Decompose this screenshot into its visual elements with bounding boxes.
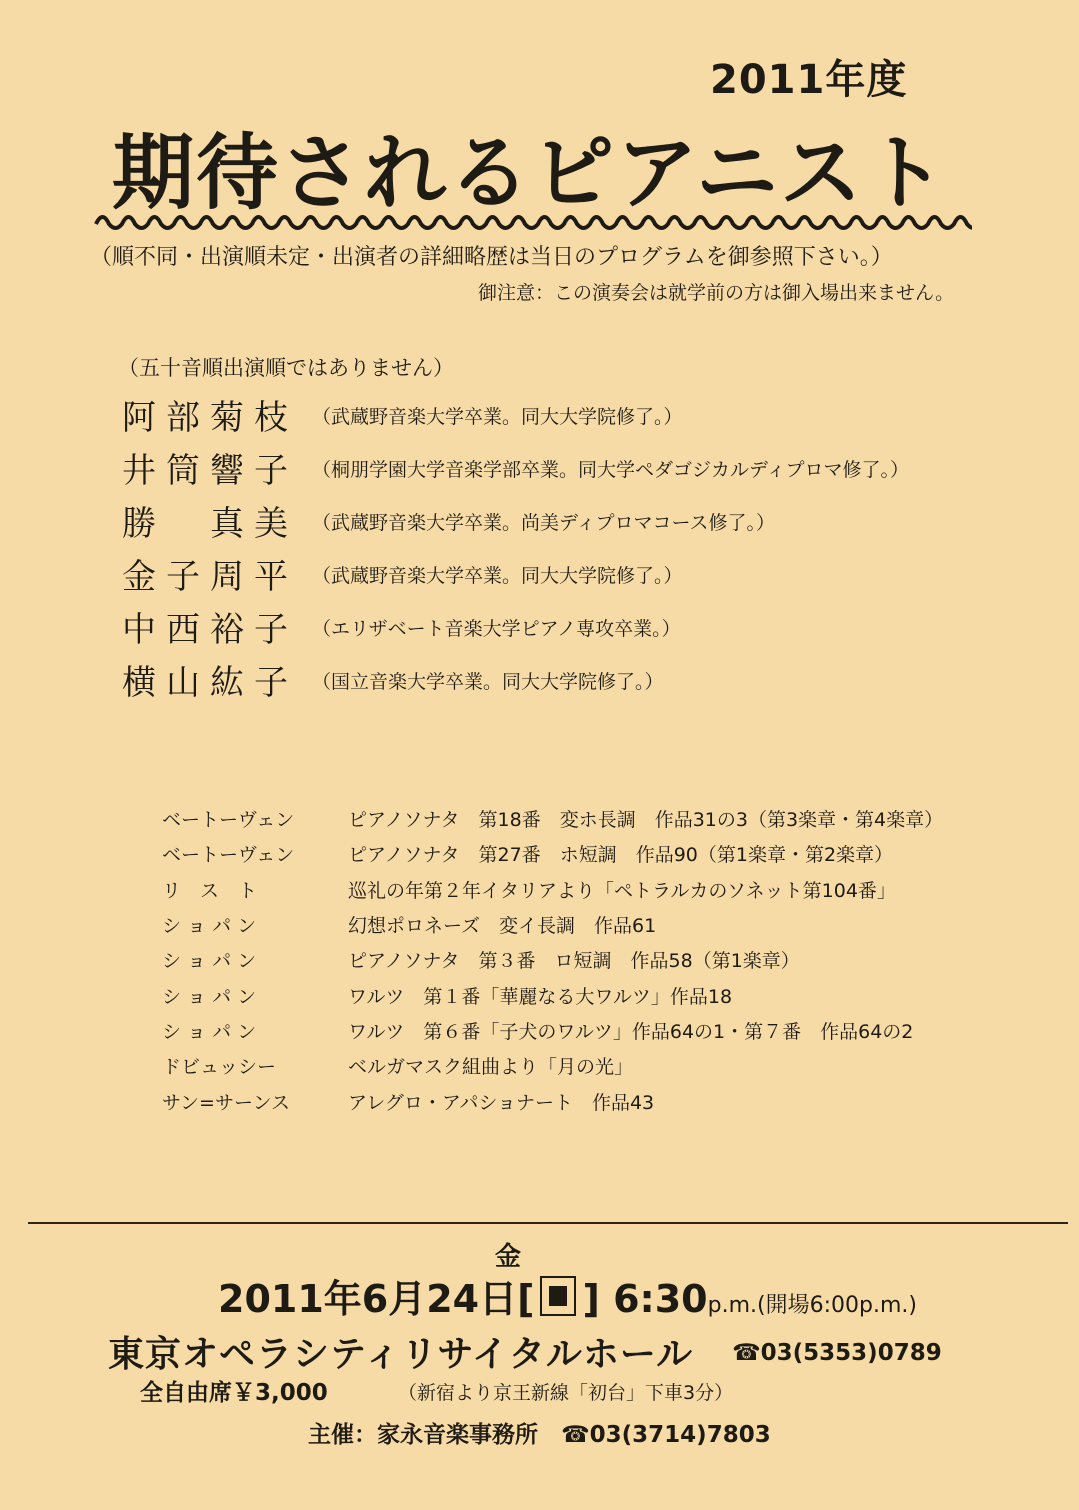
piece-title: アレグロ・アパショナート 作品43 <box>348 1092 655 1114</box>
caution-note: 御注意：この演奏会は就学前の方は御入場出来ません。 <box>478 282 955 304</box>
doors-open: (開場6:00p.m.) <box>757 1293 917 1318</box>
performer-name: 阿部菊枝 <box>122 398 298 438</box>
concert-time: 6:30 <box>613 1277 708 1321</box>
composer-name: シ ョ パ ン <box>162 950 257 972</box>
piece-title: ピアノソナタ 第18番 変ホ長調 作品31の3（第3楽章・第4楽章） <box>348 809 944 831</box>
venue-phone: ☎03(5353)0789 <box>732 1340 942 1366</box>
performer-name: 井筒響子 <box>122 451 298 491</box>
program-note: （順不同・出演順未定・出演者の詳細略歴は当日のプログラムを御参照下さい。） <box>90 245 893 270</box>
weekday-mark: 金 <box>495 1242 522 1272</box>
performer-bio: （武蔵野音楽大学卒業。尚美ディプロマコース修了。） <box>312 512 776 534</box>
performer-bio: （武蔵野音楽大学卒業。同大大学院修了。） <box>312 406 683 428</box>
composer-name: ベートーヴェン <box>162 844 295 866</box>
performer-name: 金子周平 <box>122 557 298 597</box>
composer-name: シ ョ パ ン <box>162 1021 257 1043</box>
year-heading: 2011年度 <box>710 57 908 103</box>
performer-bio: （桐朋学園大学音楽学部卒業。同大学ペダゴジカルディプロマ修了。） <box>312 459 909 481</box>
composer-name: シ ョ パ ン <box>162 986 257 1008</box>
piece-title: 幻想ポロネーズ 変イ長調 作品61 <box>348 915 657 937</box>
piece-title: ワルツ 第６番「子犬のワルツ」作品64の1・第７番 作品64の2 <box>348 1021 914 1043</box>
piece-title: ピアノソナタ 第３番 ロ短調 作品58（第1楽章） <box>348 950 800 972</box>
piece-title: ピアノソナタ 第27番 ホ短調 作品90（第1楽章・第2楽章） <box>348 844 894 866</box>
bracket-close: ] <box>582 1277 600 1321</box>
composer-name: ドビュッシー <box>162 1056 277 1078</box>
performer-bio: （武蔵野音楽大学卒業。同大大学院修了。） <box>312 565 683 587</box>
page-title: 期待されるピアニスト <box>112 126 948 221</box>
organizer-info: 主催：家永音楽事務所 ☎03(3714)7803 <box>308 1422 771 1448</box>
piece-title: 巡礼の年第２年イタリアより「ペトラルカのソネット第104番」 <box>348 880 896 902</box>
performer-name: 中西裕子 <box>122 610 298 650</box>
composer-name: サン=サーンス <box>162 1092 291 1114</box>
divider-line <box>28 1222 1068 1224</box>
performer-name: 横山紘子 <box>122 663 298 703</box>
weekday-box-icon <box>540 1276 576 1316</box>
performer-bio: （エリザベート音楽大学ピアノ専攻卒業。） <box>312 618 681 640</box>
performer-name: 勝 真美 <box>122 504 298 544</box>
performers-order-note: （五十音順出演順ではありません） <box>118 356 454 380</box>
composer-name: ベートーヴェン <box>162 809 295 831</box>
venue-name: 東京オペラシティリサイタルホール <box>108 1333 694 1375</box>
time-suffix: p.m. <box>707 1293 757 1318</box>
performer-bio: （国立音楽大学卒業。同大大学院修了。） <box>312 671 664 693</box>
piece-title: ベルガマスク組曲より「月の光」 <box>348 1056 634 1078</box>
wave-ornament <box>92 204 972 234</box>
composer-name: リ ス ト <box>162 880 258 902</box>
composer-name: シ ョ パ ン <box>162 915 257 937</box>
concert-date-line <box>218 1268 917 1323</box>
access-info: （新宿より京王新線「初台」下車3分） <box>398 1382 734 1404</box>
concert-date: 2011年6月24日 <box>218 1277 518 1321</box>
piece-title: ワルツ 第１番「華麗なる大ワルツ」作品18 <box>348 986 733 1008</box>
bracket-open: [ <box>517 1277 535 1321</box>
ticket-price: 全自由席￥3,000 <box>140 1380 328 1406</box>
